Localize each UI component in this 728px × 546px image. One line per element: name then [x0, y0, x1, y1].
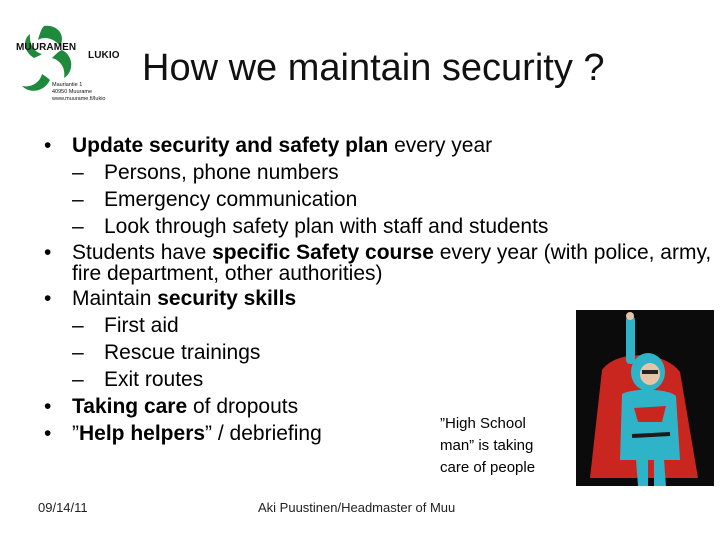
school-logo — [14, 22, 124, 108]
sub-bullet-item — [38, 215, 718, 239]
bullet-text: ” / debriefing — [205, 422, 322, 445]
bullet-text: of dropouts — [187, 395, 299, 418]
sub-bullet-mark: – — [72, 368, 84, 391]
logo-address-line: Mauriantie 1 — [52, 82, 83, 88]
footer-date: 09/14/11 — [38, 500, 88, 515]
sub-bullet-text: Emergency communication — [104, 188, 358, 211]
logo-word-right: LUKIO — [88, 50, 120, 61]
sub-bullet-text: Exit routes — [104, 368, 204, 391]
bullet-mark: • — [44, 241, 52, 264]
sub-bullet-mark: – — [72, 341, 84, 364]
logo-address-line: www.muurame.fi/lukio — [52, 96, 106, 102]
hero-photo — [576, 310, 714, 486]
bullet-item — [38, 134, 718, 158]
logo-address-line: 40950 Muurame — [52, 89, 93, 95]
sub-bullet-mark: – — [72, 314, 84, 337]
sub-bullet-text: Look through safety plan with staff and students — [104, 215, 549, 238]
bullet-item — [38, 242, 718, 284]
bullet-bold-text: Update security and safety plan — [72, 134, 389, 157]
caption-line: care of people — [440, 459, 536, 476]
photo-caption — [440, 413, 535, 479]
bullet-bold-text: Help helpers — [79, 422, 206, 445]
bullet-text: ” — [72, 422, 79, 445]
bullet-bold-text: security skills — [157, 287, 297, 310]
slide-title: How we maintain security ? — [142, 47, 605, 89]
bullet-bold-text: Taking care — [72, 395, 188, 418]
bullet-text: Students have — [72, 241, 213, 264]
sub-bullet-mark: – — [72, 215, 84, 238]
sub-bullet-item — [38, 188, 718, 212]
bullet-text: every year (with police, army, fire department, other authorities) — [72, 241, 712, 285]
logo-word-left: MUURAMEN — [16, 42, 77, 53]
sub-bullet-text: Persons, phone numbers — [104, 161, 339, 184]
bullet-item — [38, 287, 718, 311]
sub-bullet-mark: – — [72, 188, 84, 211]
bullet-mark: • — [44, 134, 52, 157]
caption-line: ”High School — [440, 415, 526, 432]
bullet-mark: • — [44, 287, 52, 310]
caption-line: man” is taking — [440, 437, 534, 454]
bullet-text: Maintain — [72, 287, 158, 310]
costumed-man-illustration — [576, 310, 714, 486]
sub-bullet-mark: – — [72, 161, 84, 184]
bullet-mark: • — [44, 422, 52, 445]
bullet-mark: • — [44, 395, 52, 418]
bullet-text: every year — [388, 134, 493, 157]
footer-author: Aki Puustinen/Headmaster of Muu — [258, 500, 456, 515]
sub-bullet-text: First aid — [104, 314, 179, 337]
sub-bullet-item — [38, 161, 718, 185]
sub-bullet-text: Rescue trainings — [104, 341, 261, 364]
bullet-bold-text: specific Safety course — [212, 241, 434, 264]
